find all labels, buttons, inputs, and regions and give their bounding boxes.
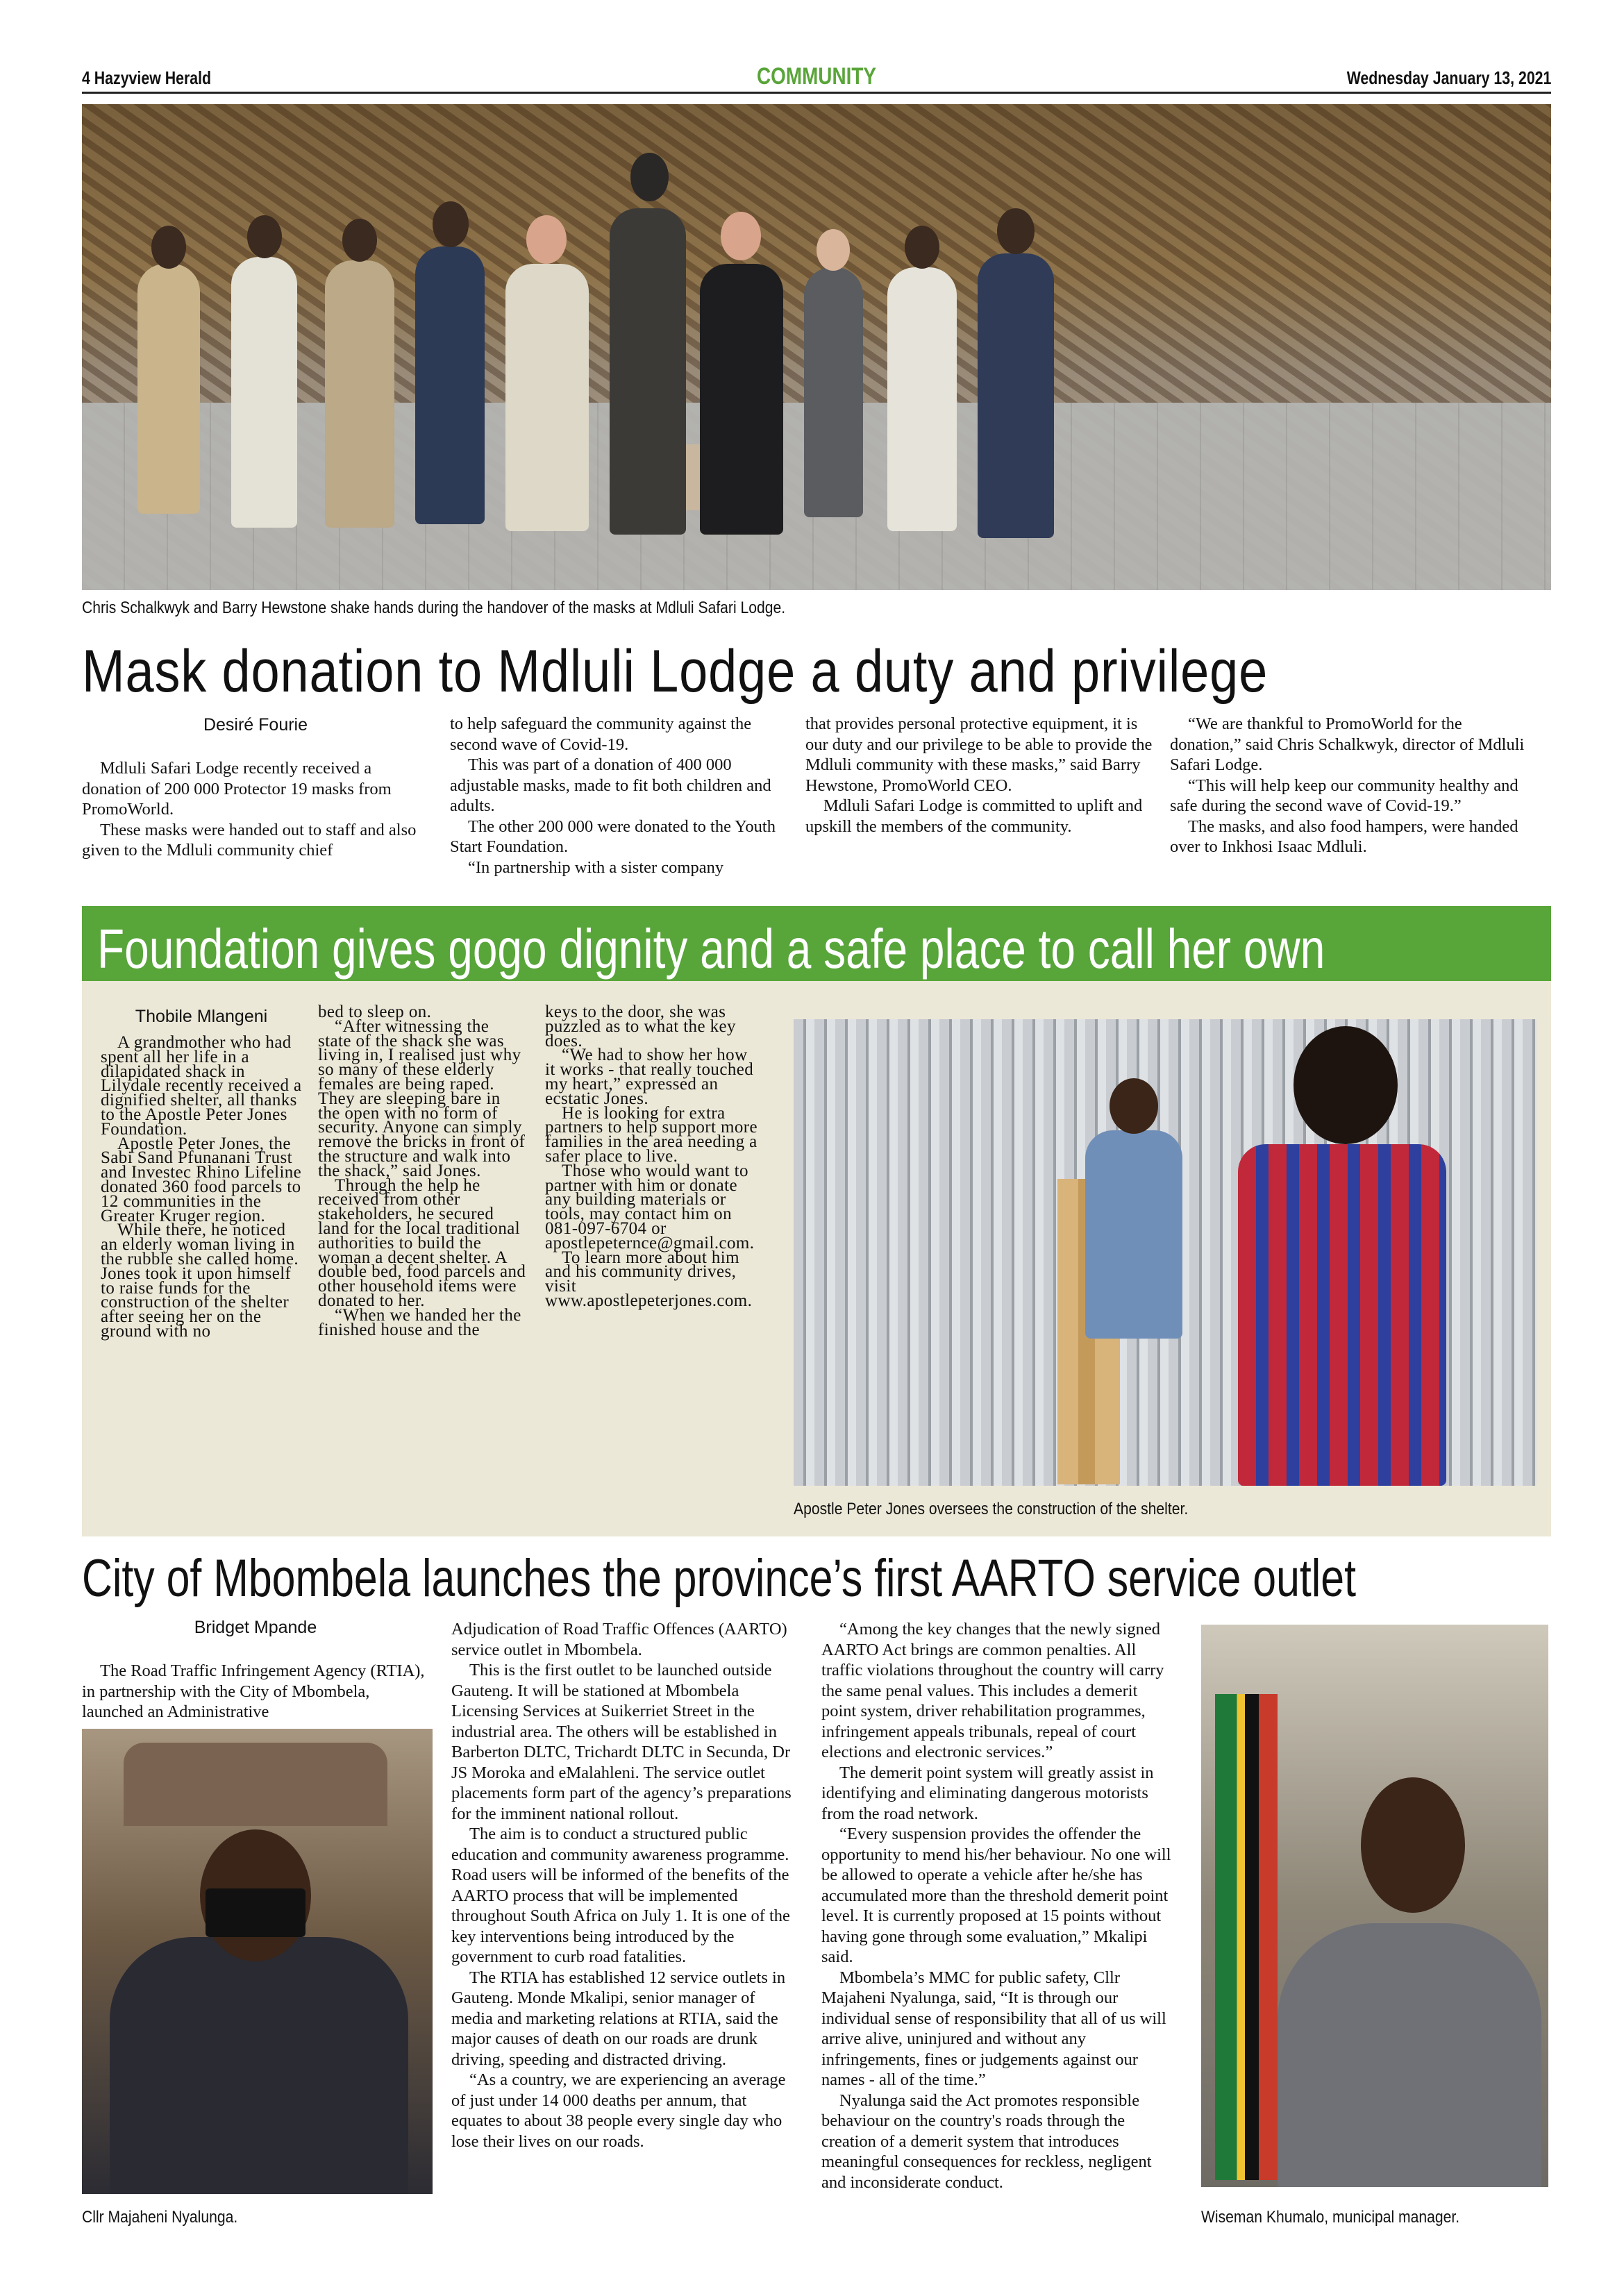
- person-figure: [978, 253, 1054, 538]
- paragraph: Mdluli Safari Lodge is committed to uplift and upskill the members of the community.: [805, 796, 1143, 836]
- person-figure: [1238, 1144, 1446, 1486]
- paragraph: The RTIA has established 12 service outlets in Gauteng. Monde Mkalipi, senior manager of media and marketing relations at RTIA, said the major causes of death on our roads are drunk driving, speeding and distracted driving.: [451, 1968, 786, 2069]
- paragraph: Those who would want to partner with him or donate any building materials or tools, may contact him on 081-097-6704 or apostlepeternce@gmail.com.: [545, 1161, 755, 1252]
- person-figure: [110, 1937, 408, 2194]
- paragraph: A grandmother who had spent all her life in a dilapidated shack in Lilydale recently received a dignified shelter, all thanks to the Apostle Peter Jones Foundation.: [101, 1033, 302, 1139]
- person-head: [817, 229, 850, 271]
- byline: Thobile Mlangeni: [135, 1007, 268, 1026]
- masthead: [82, 61, 1551, 94]
- paragraph: The other 200 000 were donated to the Youth Start Foundation.: [450, 816, 776, 856]
- paragraph: Mbombela’s MMC for public safety, Cllr Majaheni Nyalunga, said, “It is through our individual sense of responsibility that all of us will arrive alive, uninjured and without any infringements, fines or judgements against our names - all of the time.”: [821, 1968, 1166, 2089]
- person-head: [1361, 1777, 1465, 1913]
- paragraph: While there, he noticed an elderly woman living in the rubble she called home. Jones took it upon himself to raise funds for the construction of the shelter after seeing her on the ground with no: [101, 1221, 299, 1341]
- paragraph: “After witnessing the state of the shack she was living in, I realised just why so many of these elderly females are being raped. They are sleeping bare in the open with no form of security. Anyone can simply remove the bricks in front of the structure and walk into the shack,” said Jones.: [318, 1016, 526, 1180]
- byline: Desiré Fourie: [203, 715, 308, 735]
- paragraph: “Among the key changes that the newly signed AARTO Act brings are common penalties. All traffic violations throughout the country will carry the same penal values. This includes a demerit point system, driver rehabilitation programmes, infringement appeals tribunals, repeal of court elections and electronic services.”: [821, 1620, 1164, 1761]
- paragraph: bed to sleep on.: [318, 1003, 432, 1021]
- paragraph: Adjudication of Road Traffic Offences (AARTO) service outlet in Mbombela.: [451, 1620, 787, 1659]
- person-figure: [231, 257, 297, 528]
- paragraph: to help safeguard the community against the second wave of Covid-19.: [450, 714, 752, 754]
- paragraph: This was part of a donation of 400 000 adjustable masks, made to fit both children and adults.: [450, 755, 771, 815]
- page-number-paper-name: 4 Hazyview Herald: [82, 67, 212, 88]
- photo-caption: Chris Schalkwyk and Barry Hewstone shake hands during the handover of the masks at Mdluli Safari Lodge.: [82, 598, 786, 617]
- article-column-1: [101, 1033, 303, 1341]
- person-head: [997, 208, 1035, 254]
- shelter-construction-photo: [794, 1019, 1537, 1486]
- paragraph: “As a country, we are experiencing an average of just under 14 000 deaths per annum, that equates to about 38 people every single day who lose their lives on our roads.: [451, 2070, 786, 2151]
- article-column-4: [1170, 714, 1531, 857]
- paragraph: Mdluli Safari Lodge recently received a donation of 200 000 Protector 19 masks from PromoWorld.: [82, 759, 392, 819]
- headline-aarto: City of Mbombela launches the province’s first AARTO service outlet: [82, 1549, 1356, 1608]
- paragraph: “We are thankful to PromoWorld for the donation,” said Chris Schalkwyk, director of Mdluli Safari Lodge.: [1170, 714, 1525, 774]
- section-label: COMMUNITY: [757, 63, 876, 90]
- article-column-3: [805, 714, 1153, 837]
- paragraph: He is looking for extra partners to help support more families in the area needing a safer place to live.: [545, 1103, 757, 1166]
- person-figure: [415, 246, 485, 524]
- person-head: [526, 215, 567, 264]
- paragraph: “We had to show her how it works - that really touched my heart,” expressed an ecstatic Jones.: [545, 1046, 754, 1108]
- person-figure: [505, 264, 589, 531]
- person-figure: [804, 267, 863, 517]
- headline-mask-donation: Mask donation to Mdluli Lodge a duty and privilege: [82, 638, 1269, 705]
- headline-band: [82, 906, 1551, 981]
- article-column-1: [82, 1661, 429, 1723]
- person-head: [721, 212, 761, 260]
- person-figure: [1085, 1130, 1182, 1339]
- photo-caption: Wiseman Khumalo, municipal manager.: [1201, 2208, 1460, 2227]
- paragraph: keys to the door, she was puzzled as to what the key does.: [545, 1003, 736, 1050]
- councillor-photo: [82, 1729, 433, 2194]
- issue-date: Wednesday January 13, 2021: [1346, 67, 1551, 88]
- paragraph: “Every suspension provides the offender the opportunity to mend his/her behaviour. No one will be allowed to operate a vehicle after he/she has accumulated more than the threshold demerit point level. It is currently proposed at 15 points without having gone through some evaluation,” Mkalipi said.: [821, 1825, 1171, 1966]
- person-figure: [1278, 1923, 1541, 2187]
- person-head: [905, 226, 939, 269]
- person-head: [433, 201, 469, 247]
- person-head: [342, 219, 377, 262]
- bronze-statue: [610, 208, 686, 535]
- person-head: [151, 226, 186, 269]
- paragraph: The demerit point system will greatly assist in identifying and eliminating dangerous motorists from the road network.: [821, 1763, 1154, 1823]
- byline: Bridget Mpande: [194, 1618, 317, 1637]
- paragraph: This is the first outlet to be launched outside Gauteng. It will be stationed at Mbombela Licensing Services at Suikerriet Street in the industrial area. The others will be established in Barberton DLTC, Trichardt DLTC in Secunda, Dr JS Moroka and eMalahleni. The service outlet placements form part of the agency’s preparations for the imminent national rollout.: [451, 1661, 792, 1823]
- article-column-1: [82, 758, 429, 861]
- photo-caption: Apostle Peter Jones oversees the construction of the shelter.: [794, 1500, 1189, 1518]
- person-figure: [137, 264, 200, 514]
- article-column-3: [821, 1619, 1175, 2193]
- person-figure: [887, 267, 957, 531]
- face-mask: [206, 1888, 305, 1937]
- paragraph: Apostle Peter Jones, the Sabi Sand Pfunanani Trust and Investec Rhino Lifeline donated 360 food parcels to 12 communities in the Greater Kruger region.: [101, 1134, 302, 1225]
- article-column-2: [451, 1619, 798, 2152]
- flag: [1215, 1694, 1278, 2180]
- paragraph: “In partnership with a sister company: [468, 857, 724, 877]
- article-column-2: [318, 1005, 526, 1337]
- chair-back: [124, 1743, 387, 1826]
- paragraph: Through the help he received from other stakeholders, he secured land for the local traditional authorities to build the woman a decent shelter. A double bed, food parcels and other household items were donated to her.: [318, 1175, 526, 1310]
- statue-head: [630, 153, 669, 201]
- photo-caption: Cllr Majaheni Nyalunga.: [82, 2208, 238, 2227]
- person-figure: [325, 260, 394, 528]
- paragraph: The Road Traffic Infringement Agency (RTIA), in partnership with the City of Mbombela, launched an Administrative: [82, 1661, 425, 1721]
- person-figure: [700, 264, 783, 535]
- person-head: [1294, 1026, 1398, 1144]
- paragraph: To learn more about him and his community drives, visit www.apostlepeterjones.com.: [545, 1248, 753, 1310]
- article-column-3: [545, 1005, 760, 1309]
- paragraph: The aim is to conduct a structured public education and community awareness programme. Road users will be informed of the benefits of the AARTO process that will be implemented throughout South Africa on July 1. It is one of the key interventions being introduced by the government to curb road fatalities.: [451, 1825, 790, 1966]
- paragraph: that provides personal protective equipment, it is our duty and our privilege to be able to provide the Mdluli community with these masks,” said Barry Hewstone, PromoWorld CEO.: [805, 714, 1153, 795]
- paragraph: “This will help keep our community healthy and safe during the second wave of Covid-19.”: [1170, 776, 1518, 815]
- headline-foundation: Foundation gives gogo dignity and a safe place to call her own: [97, 918, 1325, 980]
- person-head: [1110, 1078, 1158, 1134]
- paragraph: The masks, and also food hampers, were handed over to Inkhosi Isaac Mdluli.: [1170, 816, 1518, 856]
- paragraph: These masks were handed out to staff and also given to the Mdluli community chief: [82, 820, 417, 860]
- mask-handover-photo: [82, 104, 1551, 590]
- municipal-manager-photo: [1201, 1625, 1548, 2187]
- article-column-2: [450, 714, 797, 878]
- paragraph: “When we handed her the finished house and the: [318, 1305, 521, 1339]
- paragraph: Nyalunga said the Act promotes responsible behaviour on the country's roads through the creation of a demerit system that introduces meaningful consequences for reckless, negligent and inconsiderate conduct.: [821, 2090, 1152, 2192]
- person-head: [247, 215, 282, 258]
